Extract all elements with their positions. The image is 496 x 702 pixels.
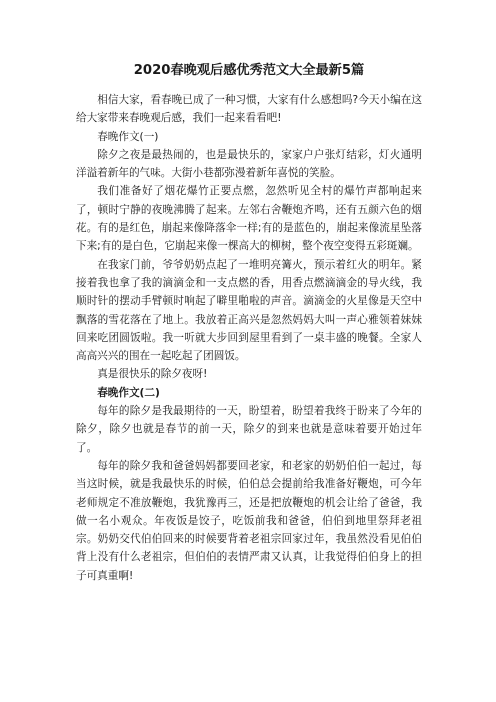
paragraph: 我们准备好了烟花爆竹正要点燃，忽然听见全村的爆竹声都响起来了，顿时宁静的夜晚沸腾了起来。左邻右舍鞭炮齐鸣，还有五颜六色的烟花。有的是红色，崩起来像降落伞一样;有的是蓝色的，崩起来像流星坠落下来;有的是白色，它崩起来像一棵高大的柳树，整个夜空变得五彩斑斓。 xyxy=(76,185,422,253)
document-title: 2020春晚观后感优秀范文大全最新5篇 xyxy=(133,63,365,78)
paragraph: 在我家门前，爷爷奶奶点起了一堆明亮篝火，预示着红火的明年。紧接着我也拿了我的滴滴金和一支点燃的香，用香点燃滴滴金的导火线，我顺时针的摆动手臂顿时响起了噼里啪啦的声音。滴滴金的火星像是天空中飘落的雪花落在了地上。我放着正高兴是忽然妈妈大叫一声心雅领着妹妹回来吃团圆饭啦。我一听就大步回到屋里看到了一桌丰盛的晚餐。全家人高高兴兴的围在一起吃起了团圆饭。 xyxy=(76,258,422,363)
section-heading-2: 春晚作文(二) xyxy=(97,386,160,399)
paragraph: 每年的除夕是我最期待的一天，盼望着，盼望着我终于盼来了今年的除夕，除夕也就是春节的前一天，除夕的到来也就是意味着要开始过年了。 xyxy=(76,405,422,454)
paragraph: 真是很快乐的除夕夜呀! xyxy=(97,368,208,381)
paragraph: 除夕之夜是最热闹的，也是最快乐的，家家户户张灯结彩，灯火通明洋溢着新年的气味。大街小巷都弥漫着新年喜悦的笑脸。 xyxy=(76,148,422,180)
paragraph-intro: 相信大家，看春晚已成了一种习惯，大家有什么感想吗?今天小编在这给大家带来春晚观后感，我们一起来看看吧! xyxy=(76,94,422,125)
paragraph: 每年的除夕我和爸爸妈妈都要回老家，和老家的奶奶伯伯一起过，每当这时候，就是我最快乐的时候，伯伯总会提前给我准备好鞭炮，可今年老师规定不准放鞭炮，我犹豫再三，还是把放鞭炮的机会让给了爸爸，我做一名小观众。年夜饭是饺子，吃饭前我和爸爸，伯伯到地里祭拜老祖宗。奶奶交代伯伯回来的时候要背着老祖宗回家过年，我虽然没看见伯伯背上没有什么老祖宗，但伯伯的表情严肃又认真，让我觉得伯伯身上的担子可真重啊! xyxy=(76,459,422,582)
section-heading-1: 春晚作文(一) xyxy=(97,130,159,143)
document-body xyxy=(76,91,422,585)
